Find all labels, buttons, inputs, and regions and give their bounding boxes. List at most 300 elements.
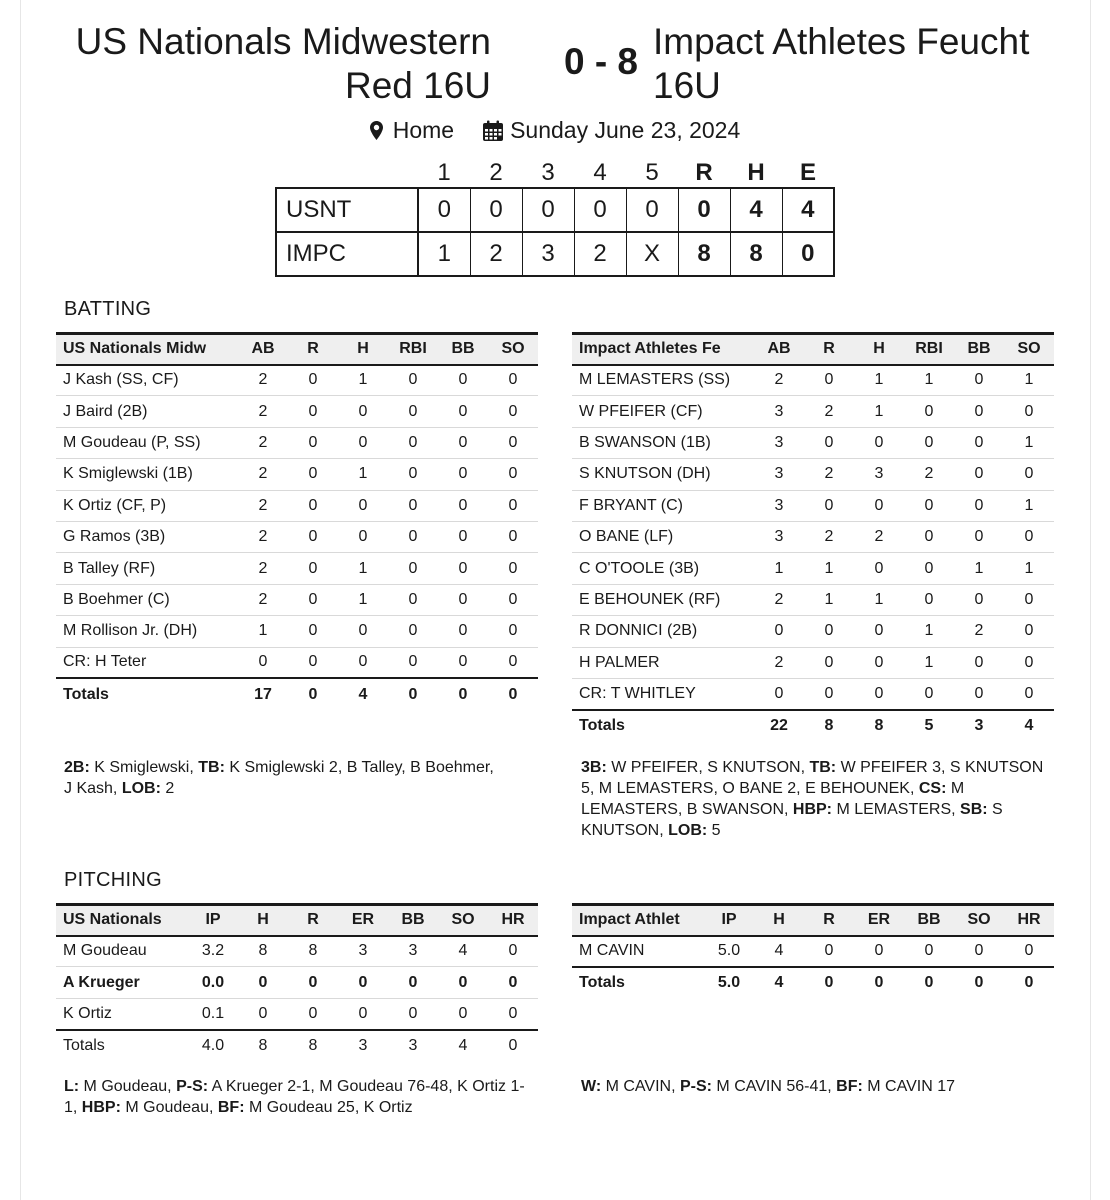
- linescore-col-3: 3: [541, 158, 555, 186]
- totals-cell: 0: [408, 685, 418, 703]
- stat-cell: 0: [338, 490, 388, 521]
- note-label: 3B:: [581, 759, 607, 776]
- note-label: TB:: [809, 759, 837, 776]
- totals-row: [572, 710, 1054, 741]
- table-row: [572, 678, 1054, 709]
- stat-cell: 1: [338, 459, 388, 490]
- stat-cell: 0: [288, 521, 338, 552]
- stat-cell: 0: [904, 678, 954, 709]
- linescore-header-row: [276, 158, 834, 188]
- stat-cell: 0: [904, 521, 954, 552]
- stat-cell: 2: [238, 459, 288, 490]
- stat-cell: 3: [754, 490, 804, 521]
- page-left-border: [20, 0, 21, 1200]
- note-text: S KNUTSON,: [581, 801, 1008, 839]
- stat-cell: 0: [388, 490, 438, 521]
- linescore-inning: 3: [522, 232, 574, 276]
- stat-cell: 0: [488, 521, 538, 552]
- stat-cell: 0: [388, 459, 438, 490]
- linescore-inning: 0: [522, 188, 574, 232]
- stat-cell: 0: [1004, 616, 1054, 647]
- stat-cell: 1: [1004, 427, 1054, 458]
- pitching-table-home: [56, 903, 538, 1061]
- stat-cell: 3: [854, 459, 904, 490]
- totals-cell: 0: [974, 974, 984, 992]
- stat-cell: 2: [804, 396, 854, 427]
- stat-cell: 2: [238, 396, 288, 427]
- stat-cell: 0: [338, 427, 388, 458]
- stat-cell: 0: [288, 616, 338, 647]
- stat-cell: 0: [288, 998, 338, 1029]
- stat-cell: 0: [754, 678, 804, 709]
- stat-cell: 0: [388, 998, 438, 1029]
- stat-cell: 0: [954, 365, 1004, 396]
- totals-cell: 8: [258, 1036, 268, 1054]
- col-r: R: [307, 340, 319, 358]
- totals-cell: 0: [874, 974, 884, 992]
- col-h: H: [873, 340, 885, 358]
- note-label: 2B:: [64, 759, 90, 776]
- table-row: [572, 647, 1054, 678]
- player-name: M Goudeau: [56, 936, 188, 967]
- stat-cell: 0: [488, 459, 538, 490]
- player-name: W PFEIFER (CF): [572, 396, 754, 427]
- note-text: W PFEIFER, S KNUTSON,: [606, 759, 810, 776]
- stat-cell: 0: [804, 647, 854, 678]
- stat-cell: 0: [238, 998, 288, 1029]
- away-team-line1: Impact Athletes Feucht: [653, 21, 1030, 62]
- totals-cell: 4: [1024, 716, 1034, 734]
- stat-cell: 0: [288, 365, 338, 396]
- stat-cell: 0: [438, 616, 488, 647]
- stat-cell: 0: [438, 427, 488, 458]
- stat-cell: 0: [288, 459, 338, 490]
- col-so: SO: [1017, 340, 1041, 358]
- col-bb: BB: [401, 911, 425, 929]
- table-row: [56, 584, 538, 615]
- col-hr: HR: [1017, 911, 1041, 929]
- stat-cell: 1: [904, 647, 954, 678]
- stat-cell: 0: [904, 584, 954, 615]
- stat-cell: 0: [1004, 584, 1054, 615]
- pitching-away-team-header: Impact Athlet: [579, 911, 680, 929]
- stat-cell: 1: [1004, 365, 1054, 396]
- linescore-inning: 2: [574, 232, 626, 276]
- col-h: H: [357, 340, 369, 358]
- stat-cell: 1: [754, 553, 804, 584]
- totals-row: [572, 967, 1054, 998]
- col-bb: BB: [967, 340, 991, 358]
- player-name: K Smiglewski (1B): [56, 459, 238, 490]
- linescore-col-4: 4: [593, 158, 607, 186]
- totals-cell: 5: [924, 716, 934, 734]
- totals-label: Totals: [579, 974, 625, 992]
- calendar-icon: [482, 120, 504, 142]
- player-name: B SWANSON (1B): [572, 427, 754, 458]
- stat-cell: 0: [438, 521, 488, 552]
- stat-cell: 0: [904, 490, 954, 521]
- note-text: M CAVIN 17: [862, 1078, 955, 1095]
- stat-cell: 0: [954, 427, 1004, 458]
- linescore-inning: 0: [418, 188, 470, 232]
- linescore-inning: 1: [418, 232, 470, 276]
- batting-section-title: BATTING: [64, 298, 152, 320]
- table-row: [572, 396, 1054, 427]
- stat-cell: 1: [954, 553, 1004, 584]
- stat-cell: 0: [954, 678, 1004, 709]
- stat-cell: 1: [804, 584, 854, 615]
- player-name: CR: T WHITLEY: [572, 678, 754, 709]
- stat-cell: 0: [804, 365, 854, 396]
- batting-home-header-row: [56, 334, 538, 365]
- stat-cell: 0: [288, 490, 338, 521]
- stat-cell: 3: [754, 459, 804, 490]
- col-h: H: [773, 911, 785, 929]
- batting-away-team-header: Impact Athletes Fe: [579, 340, 721, 358]
- away-team-line2: 16U: [653, 65, 721, 106]
- linescore-team-header: [276, 158, 418, 188]
- note-text: A Krueger 2-1, M Goudeau 76-48, K Ortiz 1-1,: [64, 1078, 525, 1116]
- totals-cell: 4: [358, 685, 368, 703]
- stat-cell: 0: [488, 365, 538, 396]
- linescore-inning: 0: [574, 188, 626, 232]
- stat-cell: 2: [238, 427, 288, 458]
- totals-cell: 3: [408, 1036, 418, 1054]
- table-row: [56, 936, 538, 967]
- col-bb: BB: [451, 340, 475, 358]
- linescore-hits: 8: [730, 232, 782, 276]
- stat-cell: 0: [804, 490, 854, 521]
- stat-cell: 3: [754, 427, 804, 458]
- col-so: SO: [501, 340, 525, 358]
- stat-cell: 0: [488, 396, 538, 427]
- stat-cell: 0: [1004, 396, 1054, 427]
- pitching-section-title: PITCHING: [64, 869, 162, 891]
- stat-cell: 0: [854, 678, 904, 709]
- col-hr: HR: [501, 911, 525, 929]
- stat-cell: 0: [438, 998, 488, 1029]
- pitching-home-team-header: US Nationals: [63, 911, 162, 929]
- player-name: B Boehmer (C): [56, 584, 238, 615]
- linescore-col-5: 5: [645, 158, 659, 186]
- stat-cell: 0: [388, 647, 438, 678]
- table-row: [56, 967, 538, 998]
- stat-cell: 3: [754, 521, 804, 552]
- stat-cell: 0: [438, 647, 488, 678]
- table-row: [572, 365, 1054, 396]
- stat-cell: 0: [488, 427, 538, 458]
- stat-cell: 3.2: [188, 936, 238, 967]
- stat-cell: 0: [904, 553, 954, 584]
- stat-cell: 0: [488, 553, 538, 584]
- stat-cell: 0: [488, 967, 538, 998]
- stat-cell: 0: [904, 396, 954, 427]
- linescore-inning: X: [626, 232, 678, 276]
- table-row: [56, 616, 538, 647]
- stat-cell: 0: [854, 490, 904, 521]
- stat-cell: 0: [438, 584, 488, 615]
- player-name: C O'TOOLE (3B): [572, 553, 754, 584]
- linescore-col-2: 2: [489, 158, 503, 186]
- linescore-row-home: [276, 188, 834, 232]
- stat-cell: 0: [1004, 459, 1054, 490]
- stat-cell: 1: [1004, 553, 1054, 584]
- table-row: [572, 490, 1054, 521]
- stat-cell: 0: [904, 427, 954, 458]
- note-label: LOB:: [121, 780, 161, 797]
- stat-cell: 1: [338, 553, 388, 584]
- table-row: [572, 584, 1054, 615]
- stat-cell: 0: [954, 936, 1004, 967]
- game-meta: [0, 116, 1110, 144]
- col-so: SO: [967, 911, 991, 929]
- player-name: K Ortiz: [56, 998, 188, 1029]
- player-name: R DONNICI (2B): [572, 616, 754, 647]
- stat-cell: 0.1: [188, 998, 238, 1029]
- stat-cell: 0: [438, 459, 488, 490]
- stat-cell: 2: [804, 459, 854, 490]
- stat-cell: 0: [338, 396, 388, 427]
- player-name: O BANE (LF): [572, 521, 754, 552]
- player-name: M LEMASTERS (SS): [572, 365, 754, 396]
- totals-cell: 8: [308, 1036, 318, 1054]
- stat-cell: 0: [388, 427, 438, 458]
- stat-cell: 0: [1004, 678, 1054, 709]
- pitching-home-notes: [64, 1076, 534, 1118]
- stat-cell: 0: [954, 521, 1004, 552]
- stat-cell: 4: [754, 936, 804, 967]
- totals-cell: 0: [1024, 974, 1034, 992]
- location-text: Home: [392, 117, 455, 144]
- totals-label: Totals: [579, 716, 625, 734]
- table-row: [56, 553, 538, 584]
- final-score: 0 - 8: [563, 41, 639, 82]
- linescore-inning: 2: [470, 232, 522, 276]
- linescore-inning: 0: [470, 188, 522, 232]
- totals-row: [56, 1030, 538, 1061]
- totals-cell: 0: [508, 1036, 518, 1054]
- batting-table-home: [56, 332, 538, 710]
- stat-cell: 0: [904, 936, 954, 967]
- stat-cell: 0: [1004, 521, 1054, 552]
- totals-cell: 0: [508, 685, 518, 703]
- note-text: M LEMASTERS, B SWANSON,: [581, 780, 969, 818]
- stat-cell: 0: [388, 584, 438, 615]
- stat-cell: 0: [438, 490, 488, 521]
- col-r: R: [307, 911, 319, 929]
- table-row: [572, 521, 1054, 552]
- note-label: TB:: [198, 759, 225, 776]
- note-label: HBP:: [81, 1099, 121, 1116]
- player-name: M Rollison Jr. (DH): [56, 616, 238, 647]
- col-er: ER: [351, 911, 375, 929]
- note-label: P-S:: [176, 1078, 209, 1095]
- stat-cell: 2: [238, 490, 288, 521]
- totals-cell: 4: [774, 974, 784, 992]
- stat-cell: 0: [854, 936, 904, 967]
- stat-cell: 0: [954, 584, 1004, 615]
- totals-row: [56, 678, 538, 709]
- batting-away-header-row: [572, 334, 1054, 365]
- player-name: J Kash (SS, CF): [56, 365, 238, 396]
- col-h: H: [257, 911, 269, 929]
- totals-cell: 0: [924, 974, 934, 992]
- stat-cell: 2: [754, 647, 804, 678]
- pitching-away-notes: [581, 1076, 1061, 1097]
- stat-cell: 0: [804, 678, 854, 709]
- player-name: E BEHOUNEK (RF): [572, 584, 754, 615]
- note-label: P-S:: [679, 1078, 712, 1095]
- stat-cell: 3: [338, 936, 388, 967]
- table-row: [56, 490, 538, 521]
- stat-cell: 0: [1004, 647, 1054, 678]
- stat-cell: 2: [238, 584, 288, 615]
- note-text: K Smiglewski,: [89, 759, 199, 776]
- batting-home-notes: [64, 757, 504, 799]
- linescore-errors: 4: [782, 188, 834, 232]
- note-text: 5: [707, 822, 721, 839]
- totals-cell: 22: [770, 716, 788, 734]
- stat-cell: 0: [388, 365, 438, 396]
- stat-cell: 0: [804, 427, 854, 458]
- batting-table-away: [572, 332, 1054, 741]
- table-row: [56, 521, 538, 552]
- table-row: [572, 427, 1054, 458]
- linescore-inning: 0: [626, 188, 678, 232]
- linescore-team: IMPC: [276, 232, 418, 276]
- stat-cell: 2: [238, 521, 288, 552]
- stat-cell: 1: [854, 365, 904, 396]
- stat-cell: 0: [854, 553, 904, 584]
- col-so: SO: [451, 911, 475, 929]
- note-label: LOB:: [668, 822, 708, 839]
- linescore-hits: 4: [730, 188, 782, 232]
- col-ab: AB: [251, 340, 275, 358]
- stat-cell: 0: [488, 936, 538, 967]
- stat-cell: 0: [288, 396, 338, 427]
- player-name: K Ortiz (CF, P): [56, 490, 238, 521]
- note-label: L:: [64, 1078, 80, 1095]
- player-name: M CAVIN: [572, 936, 704, 967]
- stat-cell: 1: [904, 365, 954, 396]
- stat-cell: 1: [238, 616, 288, 647]
- stat-cell: 5.0: [704, 936, 754, 967]
- game-date: Sunday June 23, 2024: [510, 117, 741, 144]
- stat-cell: 0: [338, 616, 388, 647]
- note-text: M Goudeau 25, K Ortiz: [244, 1099, 413, 1116]
- away-team-name: [653, 20, 1073, 108]
- totals-cell: 0: [308, 685, 318, 703]
- stat-cell: 0: [238, 967, 288, 998]
- note-text: W PFEIFER 3, S KNUTSON 5, M LEMASTERS, O BANE 2, E BEHOUNEK,: [581, 759, 1048, 797]
- col-ip: IP: [721, 911, 737, 929]
- stat-cell: 0: [854, 616, 904, 647]
- page-right-border: [1090, 0, 1091, 1200]
- note-text: K Smiglewski 2, B Talley, B Boehmer, J Kash,: [64, 759, 499, 797]
- stat-cell: 0: [238, 647, 288, 678]
- stat-cell: 0: [288, 584, 338, 615]
- note-text: M Goudeau,: [79, 1078, 177, 1095]
- note-label: CS:: [918, 780, 947, 797]
- linescore-col-errors: E: [799, 158, 816, 186]
- stat-cell: 0: [804, 616, 854, 647]
- stat-cell: 0: [954, 396, 1004, 427]
- stat-cell: 0: [488, 616, 538, 647]
- linescore-col-hits: H: [747, 158, 765, 186]
- linescore-runs: 8: [678, 232, 730, 276]
- table-row: [572, 553, 1054, 584]
- note-text: 2: [160, 780, 175, 797]
- stat-cell: 0: [438, 553, 488, 584]
- stat-cell: 2: [954, 616, 1004, 647]
- note-label: BF:: [836, 1078, 863, 1095]
- totals-label: Totals: [63, 685, 109, 703]
- totals-cell: 4: [458, 1036, 468, 1054]
- stat-cell: 0: [388, 396, 438, 427]
- stat-cell: 0: [388, 553, 438, 584]
- stat-cell: 1: [854, 396, 904, 427]
- player-name: S KNUTSON (DH): [572, 459, 754, 490]
- stat-cell: 2: [904, 459, 954, 490]
- col-r: R: [823, 340, 835, 358]
- col-ip: IP: [205, 911, 221, 929]
- totals-cell: 3: [974, 716, 984, 734]
- stat-cell: 0: [954, 647, 1004, 678]
- stat-cell: 0: [488, 998, 538, 1029]
- note-text: M Goudeau,: [120, 1099, 218, 1116]
- table-row: [572, 616, 1054, 647]
- linescore-runs: 0: [678, 188, 730, 232]
- note-text: M CAVIN 56-41,: [711, 1078, 837, 1095]
- table-row: [56, 647, 538, 678]
- stat-cell: 0: [804, 936, 854, 967]
- note-text: M CAVIN,: [601, 1078, 680, 1095]
- stat-cell: 4: [438, 936, 488, 967]
- stat-cell: 0: [288, 553, 338, 584]
- stat-cell: 0: [854, 427, 904, 458]
- stat-cell: 0: [954, 490, 1004, 521]
- col-rbi: RBI: [915, 340, 943, 358]
- stat-cell: 2: [804, 521, 854, 552]
- home-team-line1: US Nationals Midwestern: [75, 21, 491, 62]
- totals-cell: 0: [458, 685, 468, 703]
- linescore-col-runs: R: [695, 158, 713, 186]
- pitching-table-away: [572, 903, 1054, 998]
- stat-cell: 1: [1004, 490, 1054, 521]
- note-label: BF:: [217, 1099, 245, 1116]
- batting-away-notes: [581, 757, 1061, 841]
- player-name: H PALMER: [572, 647, 754, 678]
- table-row: [56, 365, 538, 396]
- stat-cell: 0: [754, 616, 804, 647]
- totals-cell: 4.0: [201, 1036, 225, 1054]
- table-row: [56, 396, 538, 427]
- stat-cell: 8: [238, 936, 288, 967]
- stat-cell: 3: [754, 396, 804, 427]
- linescore-errors: 0: [782, 232, 834, 276]
- table-row: [56, 459, 538, 490]
- player-name: G Ramos (3B): [56, 521, 238, 552]
- col-er: ER: [867, 911, 891, 929]
- stat-cell: 1: [338, 584, 388, 615]
- table-row: [572, 936, 1054, 967]
- stat-cell: 0: [338, 998, 388, 1029]
- stat-cell: 2: [854, 521, 904, 552]
- stat-cell: 8: [288, 936, 338, 967]
- stat-cell: 1: [904, 616, 954, 647]
- stat-cell: 0: [388, 616, 438, 647]
- stat-cell: 0: [388, 967, 438, 998]
